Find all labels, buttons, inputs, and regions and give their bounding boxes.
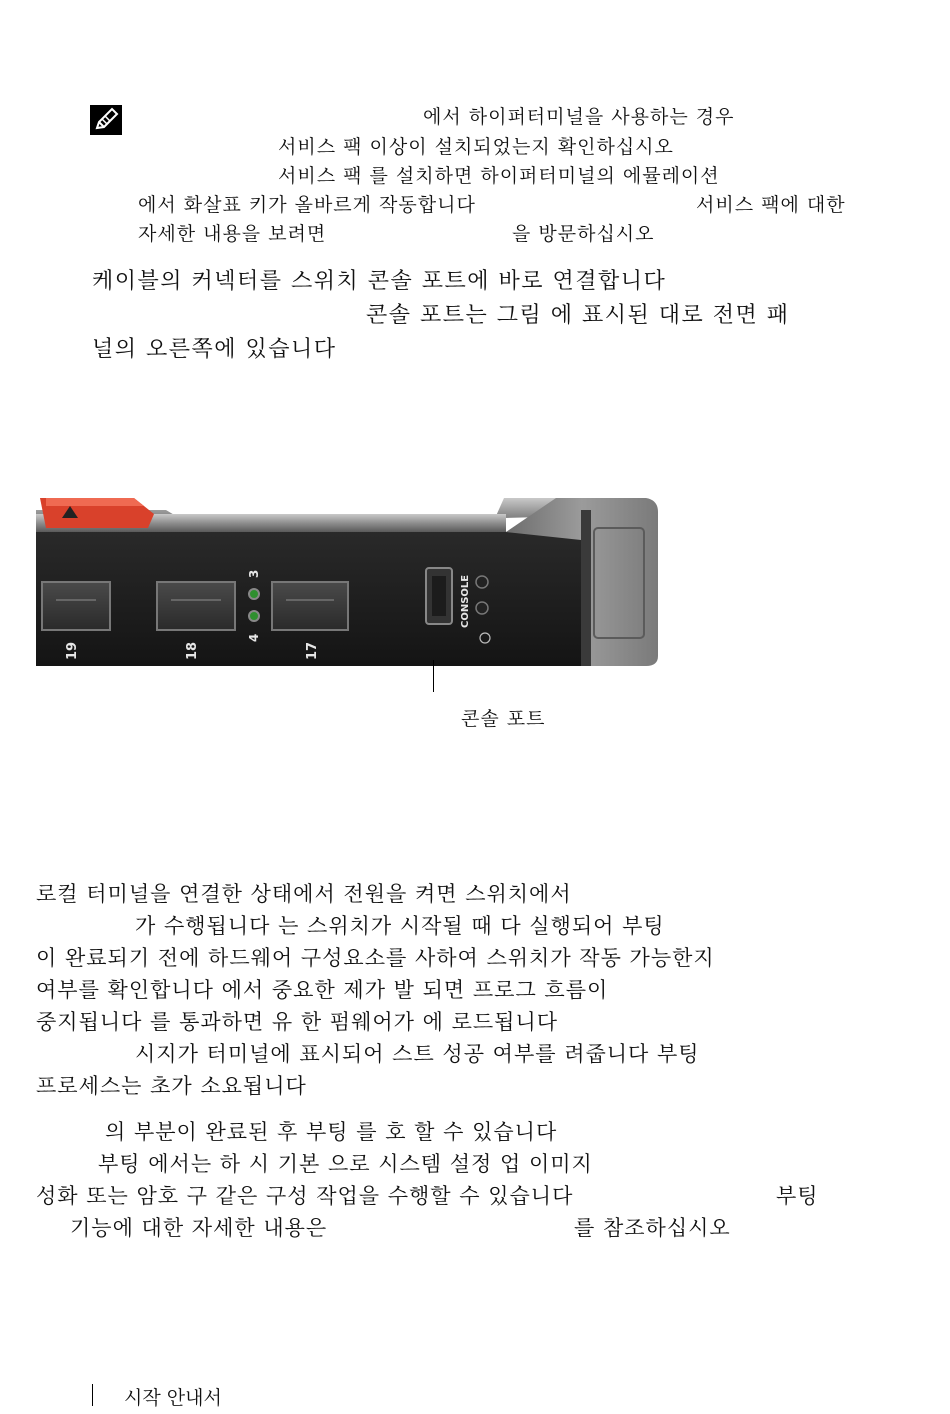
post-line-2: 가 수행됩니다 는 스위치가 시작될 때 다 실행되어 부팅 xyxy=(135,914,665,938)
boot-line-4: 기능에 대한 자세한 내용은 xyxy=(70,1216,328,1240)
console-silkscreen-label: CONSOLE xyxy=(460,574,471,628)
note-line-3: 서비스 팩 를 설치하면 하이퍼터미널의 에뮬레이션 xyxy=(278,165,720,187)
footer-divider xyxy=(92,1384,93,1406)
boot-line-2: 부팅 에서는 하 시 기본 으로 시스템 설정 업 이미지 xyxy=(98,1152,593,1176)
post-line-1: 로컬 터미널을 연결한 상태에서 전원을 켜면 스위치에서 xyxy=(36,882,572,906)
post-line-4: 여부를 확인합니다 에서 중요한 제가 발 되면 프로그 흐름이 xyxy=(36,978,609,1002)
boot-line-3b: 부팅 xyxy=(776,1184,819,1208)
note-line-5: 자세한 내용을 보려면 xyxy=(138,223,327,245)
post-line-3: 이 완료되기 전에 하드웨어 구성요소를 사하여 스위치가 작동 가능한지 xyxy=(36,946,715,970)
footer-title: 시작 안내서 xyxy=(124,1387,222,1409)
note-line-1: 에서 하이퍼터미널을 사용하는 경우 xyxy=(423,106,735,128)
boot-line-4b: 를 참조하십시오 xyxy=(574,1216,731,1240)
step-line-2: 콘솔 포트는 그림 에 표시된 대로 전면 패 xyxy=(366,303,790,328)
port-label-17: 17 xyxy=(305,641,320,660)
step-line-1: 케이블의 커넥터를 스위치 콘솔 포트에 바로 연결합니다 xyxy=(92,269,667,294)
note-pencil-icon xyxy=(90,105,122,135)
led-label-3: 3 xyxy=(247,569,261,578)
led-label-4: 4 xyxy=(247,633,261,642)
boot-line-3: 성화 또는 암호 구 같은 구성 작업을 수행할 수 있습니다 xyxy=(36,1184,574,1208)
post-line-7: 프로세스는 초가 소요됩니다 xyxy=(36,1074,307,1098)
note-line-4: 에서 화살표 키가 올바르게 작동합니다 xyxy=(138,194,476,216)
console-port-callout: 콘솔 포트 xyxy=(461,708,546,730)
note-line-5b: 을 방문하십시오 xyxy=(512,223,655,245)
port-label-19: 19 xyxy=(65,641,80,660)
step-line-3: 널의 오른쪽에 있습니다 xyxy=(92,337,337,362)
note-line-4b: 서비스 팩에 대한 xyxy=(696,194,846,216)
boot-line-1: 의 부분이 완료된 후 부팅 를 호 할 수 있습니다 xyxy=(105,1120,558,1144)
port-label-18: 18 xyxy=(185,641,200,660)
switch-front-panel-figure xyxy=(36,470,660,696)
note-line-2: 서비스 팩 이상이 설치되었는지 확인하십시오 xyxy=(278,136,674,158)
callout-leader-line xyxy=(433,660,434,692)
post-line-6: 시지가 터미널에 표시되어 스트 성공 여부를 려줍니다 부팅 xyxy=(135,1042,700,1066)
post-line-5: 중지됩니다 를 통과하면 유 한 펌웨어가 에 로드됩니다 xyxy=(36,1010,559,1034)
